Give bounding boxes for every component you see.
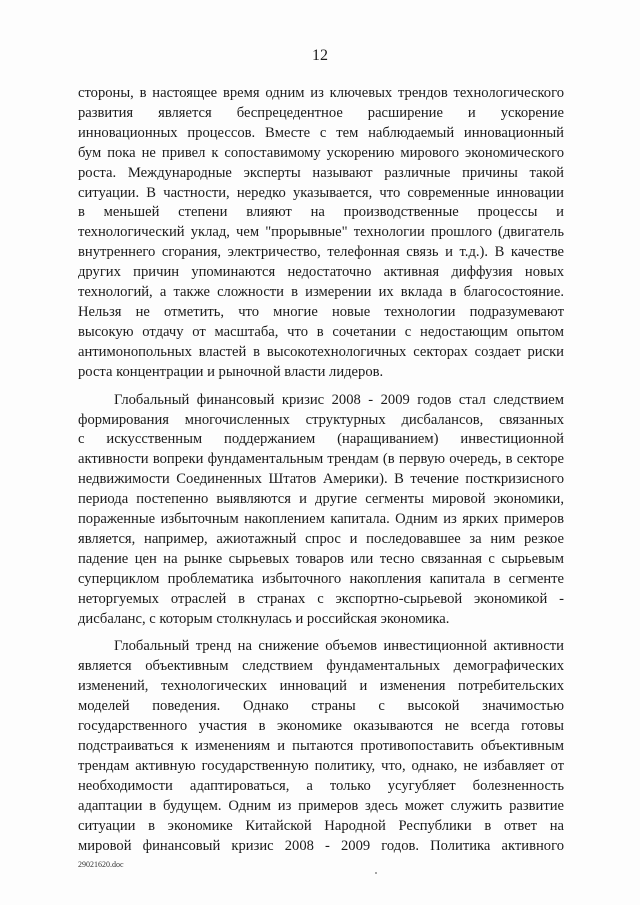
text-line: изменений, технологических инноваций и изменения потребительских [78,678,564,695]
body-text [78,84,564,856]
text-line: Глобальный тренд на снижение объемов инвестиционной активности [114,638,564,655]
text-line: пораженные избыточным накоплением капитала. Одним из ярких примеров [78,511,564,528]
text-line: технологий, а также сложности в измерении их вклада в благосостояние. [78,284,564,301]
paragraph-2 [78,391,564,630]
text-line: недвижимости Соединенных Штатов Америки). В течение посткризисного [78,471,564,488]
text-line: неторгуемых отраслей в странах с экспортно-сырьевой экономикой - [78,590,564,607]
text-line: мировой финансовый кризис 2008 - 2009 годов. Политика активного [78,837,564,854]
text-line: подстраиваться к изменениям и пытаются противопоставить объективным [78,738,564,754]
text-line: бум пока не привел к сопоставимому ускорению мирового экономического [78,144,564,161]
text-line: высокую отдачу от масштаба, что в сочетании с недостающим опытом [78,323,564,340]
page-number: 12 [312,47,328,64]
text-line: адаптации в будущем. Одним из примеров здесь может служить развитие [78,797,564,814]
text-line: в меньшей степени влияют на производственные процессы и [78,204,564,221]
text-line: государственного участия в экономике оказываются не всегда готовы [78,718,564,735]
text-line: трендам активную государственную политику, что, однако, не избавляет от [78,757,564,774]
text-line: технологический уклад, чем "прорывные" технологии прошлого (двигатель [78,224,564,241]
text-line: суперциклом проблематика избыточного накопления капитала в сегменте [78,570,564,587]
text-line: роста. Международные эксперты называют различные причины такой [78,164,564,181]
text-line: дисбаланс, с которым столкнулась и российская экономика. [78,610,450,627]
text-line: стороны, в настоящее время одним из ключевых трендов технологического [78,85,564,101]
text-line: моделей поведения. Однако страны с высокой значимостью [78,698,564,715]
text-line: формирования многочисленных структурных дисбалансов, связанных [78,411,564,428]
text-line: развития является беспрецедентное расширение и ускорение [78,104,564,121]
footer-filename: 29021620.doc [78,860,124,869]
scan-speck [375,872,377,874]
text-line: ситуации в экономике Китайской Народной Республики в ответ на [78,817,564,834]
text-line: ситуации. В частности, нередко указывается, что современные инновации [78,184,564,201]
text-line: необходимости адаптироваться, а только усугубляет болезненность [78,777,564,794]
text-line: является объективным следствием фундаментальных демографических [78,658,564,675]
text-line: антимонопольных властей в высокотехнологичных секторах создает риски [78,343,564,360]
text-line: активности вопреки фундаментальным трендам (в первую очередь, в секторе [78,451,564,468]
paragraph-3 [78,637,564,856]
text-line: Нельзя не отметить, что многие новые технологии подразумевают [78,303,564,320]
text-line: является, например, ажиотажный спрос и последовавшее за ним резкое [78,530,564,547]
text-line: падение цен на рынке сырьевых товаров или тесно связанная с сырьевым [78,550,564,567]
paragraph-1 [78,84,564,383]
text-line: с искусственным поддержанием (наращиванием) инвестиционной [78,431,564,448]
text-line: внутреннего сгорания, электричество, телефонная связь и т.д.). В качестве [78,244,564,261]
text-line: инновационных процессов. Вместе с тем наблюдаемый инновационный [78,124,564,141]
text-line: периода постепенно выявляются и другие сегменты мировой экономики, [78,491,564,508]
text-line: роста концентрации и рыночной власти лидеров. [78,363,384,380]
text-line: других причин упоминаются недостаточно активная диффузия новых [78,264,564,281]
text-line: Глобальный финансовый кризис 2008 - 2009 годов стал следствием [114,391,564,408]
